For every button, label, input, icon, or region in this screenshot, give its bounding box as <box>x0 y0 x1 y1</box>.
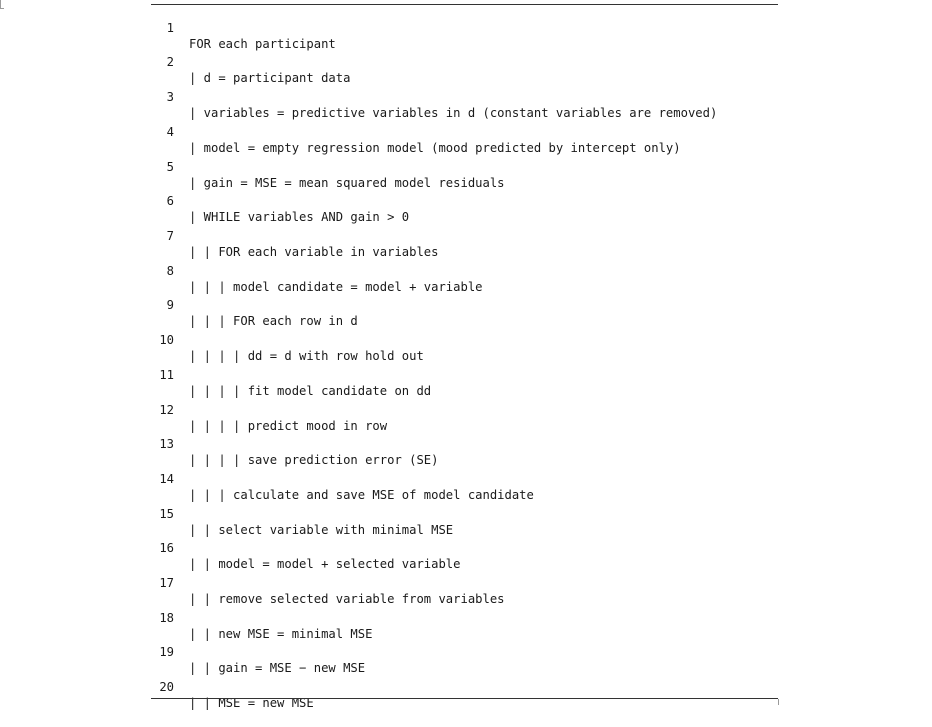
code-line <box>0 663 932 710</box>
line-number: 8 <box>166 264 174 278</box>
line-text: FOR each participant <box>189 37 336 51</box>
line-number: 15 <box>159 507 174 521</box>
line-number: 2 <box>166 55 174 69</box>
code-line <box>0 490 932 537</box>
line-number: 1 <box>166 21 174 35</box>
line-number: 11 <box>159 368 174 382</box>
line-number: 17 <box>159 576 174 590</box>
line-text: | | | | fit model candidate on dd <box>189 384 432 398</box>
line-number: 19 <box>159 645 174 659</box>
code-line <box>0 108 932 155</box>
code-line <box>0 594 932 641</box>
line-text: | model = empty regression model (mood predicted by intercept only) <box>189 141 681 155</box>
line-number: 4 <box>166 125 174 139</box>
code-line <box>0 559 932 606</box>
line-number: 5 <box>166 160 174 174</box>
line-number: 3 <box>166 90 174 104</box>
line-text: | gain = MSE = mean squared model residuals <box>189 176 505 190</box>
line-text: | WHILE variables AND gain > 0 <box>189 210 410 224</box>
line-text: | | | | dd = d with row hold out <box>189 349 424 363</box>
line-number: 7 <box>166 229 174 243</box>
code-line <box>0 143 932 190</box>
line-number: 14 <box>159 472 174 486</box>
code-line <box>0 386 932 433</box>
line-text: | | MSE = new MSE <box>189 696 314 710</box>
line-text: | variables = predictive variables in d (constant variables are removed) <box>189 106 718 120</box>
line-text: | | new MSE = minimal MSE <box>189 627 373 641</box>
code-line <box>0 351 932 398</box>
code-line <box>0 281 932 328</box>
line-text: | | remove selected variable from variables <box>189 592 505 606</box>
line-text: | | gain = MSE − new MSE <box>189 661 366 675</box>
line-number: 12 <box>159 403 174 417</box>
line-number: 18 <box>159 611 174 625</box>
line-number: 6 <box>166 194 174 208</box>
line-text: | | | model candidate = model + variable <box>189 280 483 294</box>
line-number: 10 <box>159 333 174 347</box>
code-line <box>0 524 932 571</box>
code-line <box>0 38 932 85</box>
code-line <box>0 247 932 294</box>
line-text: | d = participant data <box>189 71 351 85</box>
code-line <box>0 420 932 467</box>
line-text: | | | calculate and save MSE of model candidate <box>189 488 534 502</box>
line-text: | | model = model + selected variable <box>189 557 461 571</box>
line-text: | | | FOR each row in d <box>189 314 358 328</box>
code-line <box>0 455 932 502</box>
bottom-rule <box>151 698 778 699</box>
line-number: 13 <box>159 437 174 451</box>
code-line <box>0 316 932 363</box>
line-number: 20 <box>159 680 174 694</box>
line-text: | | | | predict mood in row <box>189 419 388 433</box>
code-line <box>0 628 932 675</box>
line-text: | | FOR each variable in variables <box>189 245 439 259</box>
line-text: | | select variable with minimal MSE <box>189 523 454 537</box>
code-line <box>0 177 932 224</box>
code-line <box>0 4 932 51</box>
rule-end-tick <box>778 699 779 705</box>
code-line <box>0 73 932 120</box>
line-number: 16 <box>159 541 174 555</box>
line-number: 9 <box>166 298 174 312</box>
line-text: | | | | save prediction error (SE) <box>189 453 439 467</box>
code-line <box>0 212 932 259</box>
